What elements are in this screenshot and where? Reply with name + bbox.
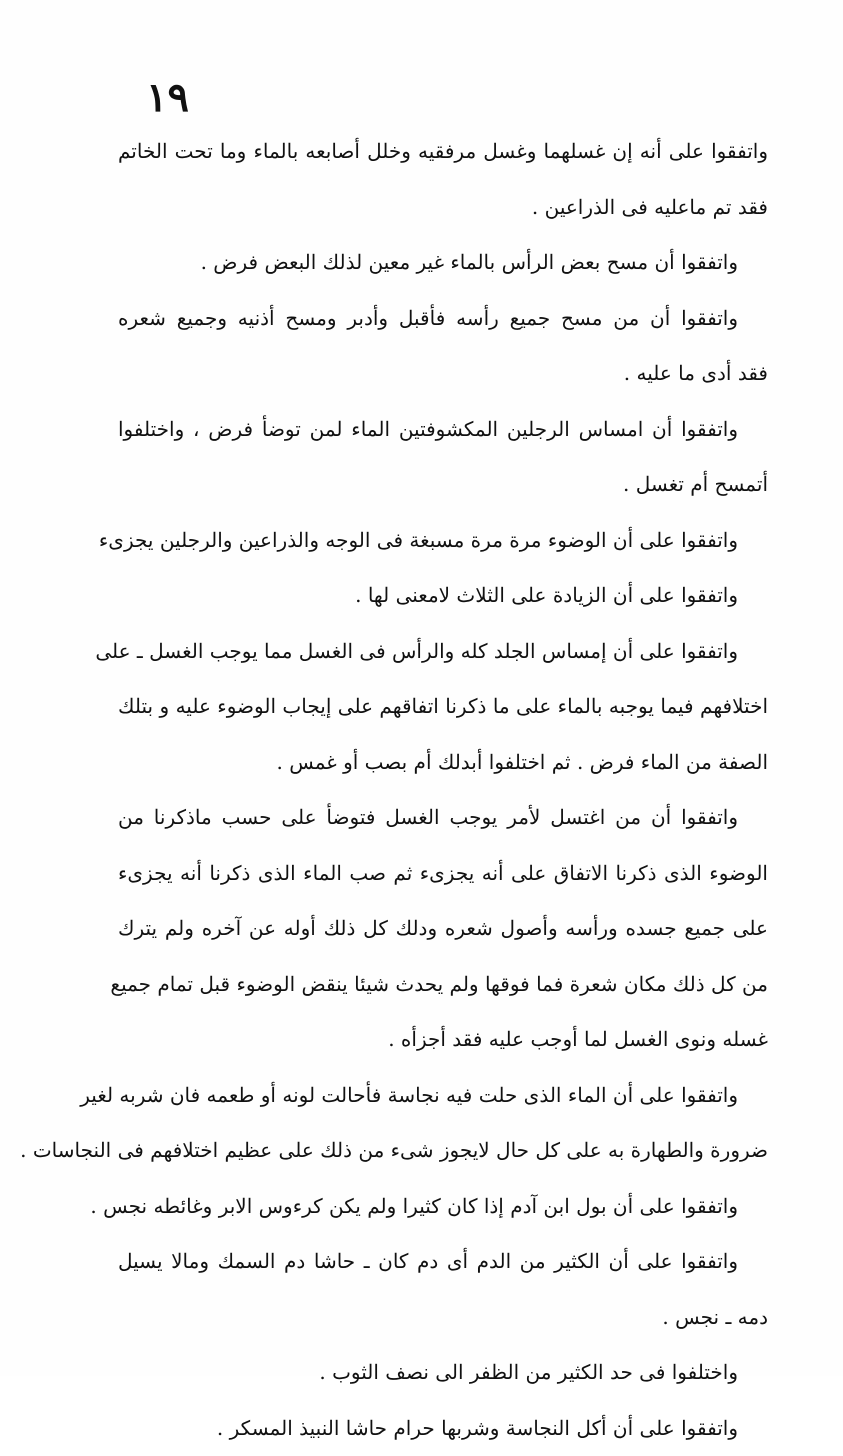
text-line: واتفقوا أن مسح بعض الرأس بالماء غير معين لذلك البعض فرض . <box>118 235 768 291</box>
text-line: على جميع جسده ورأسه وأصول شعره ودلك كل ذلك أوله عن آخره ولم يترك <box>118 901 768 957</box>
page-number: ١٩ <box>146 78 189 118</box>
text-line: فقد أدى ما عليه . <box>118 346 768 402</box>
text-line: واتفقوا أن امساس الرجلين المكشوفتين الماء لمن توضأ فرض ، واختلفوا <box>118 402 768 458</box>
text-line: واتفقوا على أن إمساس الجلد كله والرأس فى الغسل مما يوجب الغسل ـ على <box>118 624 768 680</box>
text-line: اختلافهم فيما يوجبه بالماء على ما ذكرنا اتفاقهم على إيجاب الوضوء عليه و بتلك <box>118 679 768 735</box>
text-line: دمه ـ نجس . <box>118 1290 768 1346</box>
text-line: واتفقوا على أن الكثير من الدم أى دم كان ـ حاشا دم السمك ومالا يسيل <box>118 1234 768 1290</box>
text-line: واتفقوا على أن أكل النجاسة وشربها حرام حاشا النبيذ المسكر . <box>118 1401 768 1456</box>
text-line: الوضوء الذى ذكرنا الاتفاق على أنه يجزىء ثم صب الماء الذى ذكرنا أنه يجزىء <box>118 846 768 902</box>
text-line: واختلفوا فى حد الكثير من الظفر الى نصف الثوب . <box>118 1345 768 1401</box>
text-line: واتفقوا على أن بول ابن آدم إذا كان كثيرا ولم يكن كرءوس الابر وغائطه نجس . <box>118 1179 768 1235</box>
text-line: الصفة من الماء فرض . ثم اختلفوا أبدلك أم بصب أو غمس . <box>118 735 768 791</box>
text-line: واتفقوا أن من مسح جميع رأسه فأقبل وأدبر ومسح أذنيه وجميع شعره <box>118 291 768 347</box>
text-line: ضرورة والطهارة به على كل حال لايجوز شىء من ذلك على عظيم اختلافهم فى النجاسات . <box>118 1123 768 1179</box>
text-line: واتفقوا على أن الوضوء مرة مرة مسبغة فى الوجه والذراعين والرجلين يجزىء <box>118 513 768 569</box>
text-line: واتفقوا على أن الزيادة على الثلاث لامعنى لها . <box>118 568 768 624</box>
text-line: واتفقوا على أن الماء الذى حلت فيه نجاسة فأحالت لونه أو طعمه فان شربه لغير <box>118 1068 768 1124</box>
text-line: من كل ذلك مكان شعرة فما فوقها ولم يحدث شيئا ينقض الوضوء قبل تمام جميع <box>118 957 768 1013</box>
text-line: واتفقوا أن من اغتسل لأمر يوجب الغسل فتوضأ على حسب ماذكرنا من <box>118 790 768 846</box>
text-line: أتمسح أم تغسل . <box>118 457 768 513</box>
text-line: غسله ونوى الغسل لما أوجب عليه فقد أجزأه . <box>118 1012 768 1068</box>
text-line: واتفقوا على أنه إن غسلهما وغسل مرفقيه وخلل أصابعه بالماء وما تحت الخاتم <box>118 124 768 180</box>
text-line: فقد تم ماعليه فى الذراعين . <box>118 180 768 236</box>
page-body-text <box>118 124 768 1456</box>
